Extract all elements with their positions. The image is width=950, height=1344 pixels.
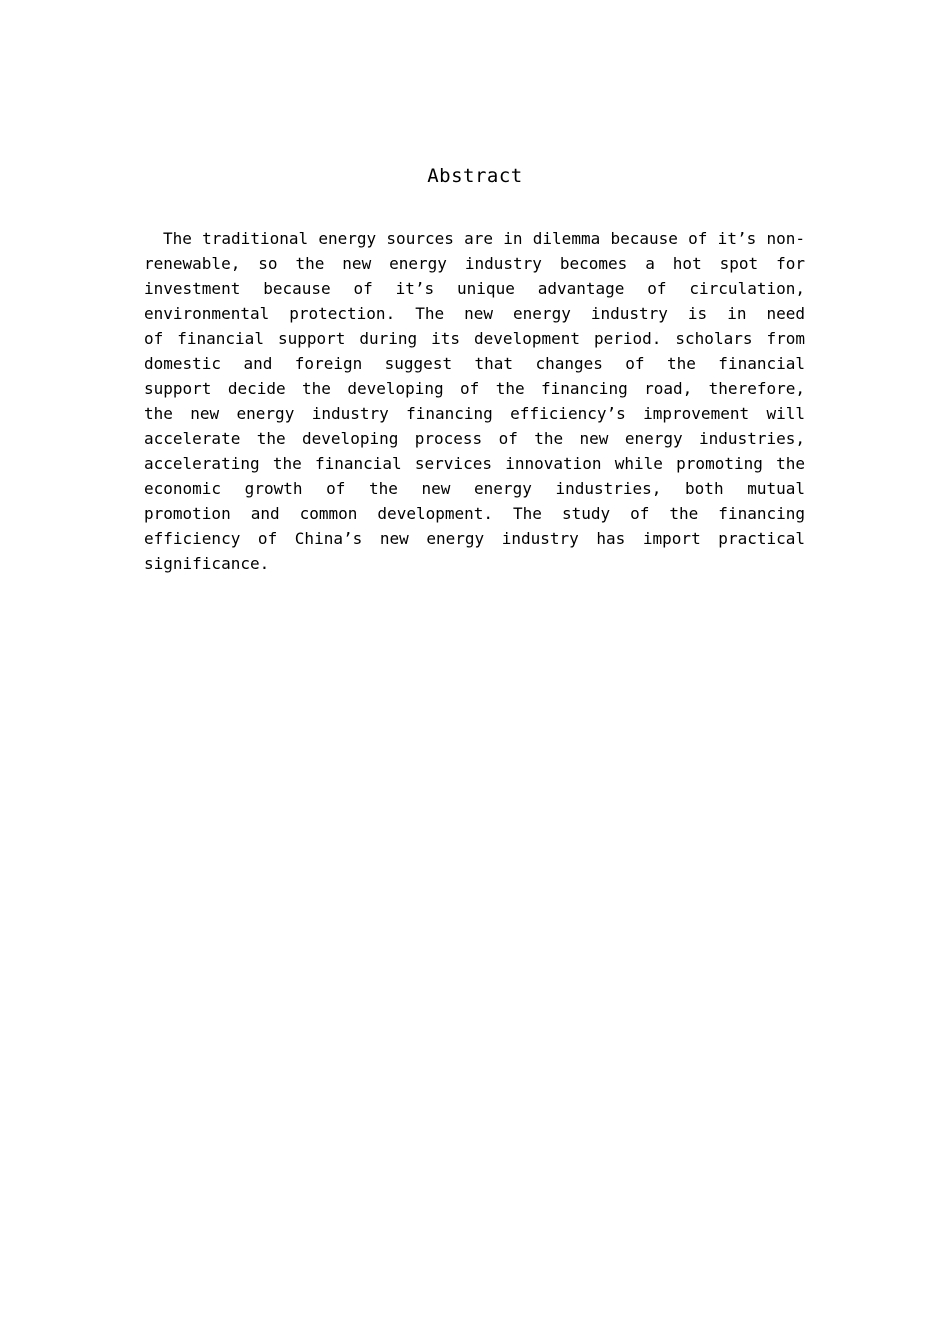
abstract-title: Abstract xyxy=(427,165,523,187)
abstract-line: accelerate the developing process of the new energy industries, xyxy=(144,429,805,448)
abstract-line: efficiency of China’s new energy industry has import practical xyxy=(144,529,805,548)
abstract-line: environmental protection. The new energy industry is in need xyxy=(144,304,805,323)
abstract-line: investment because of it’s unique advantage of circulation, xyxy=(144,279,805,298)
abstract-body xyxy=(144,226,805,576)
abstract-line: support decide the developing of the financing road, therefore, xyxy=(144,379,805,398)
abstract-line: economic growth of the new energy industries, both mutual xyxy=(144,479,805,498)
abstract-line: the new energy industry financing efficiency’s improvement will xyxy=(144,404,805,423)
abstract-line: of financial support during its development period. scholars from xyxy=(144,329,805,348)
abstract-line: domestic and foreign suggest that changes of the financial xyxy=(144,354,805,373)
abstract-line: renewable, so the new energy industry becomes a hot spot for xyxy=(144,254,805,273)
abstract-line: promotion and common development. The study of the financing xyxy=(144,504,805,523)
abstract-line: significance. xyxy=(144,554,270,573)
abstract-line: The traditional energy sources are in dilemma because of it’s non- xyxy=(163,229,805,248)
abstract-line: accelerating the financial services innovation while promoting the xyxy=(144,454,805,473)
